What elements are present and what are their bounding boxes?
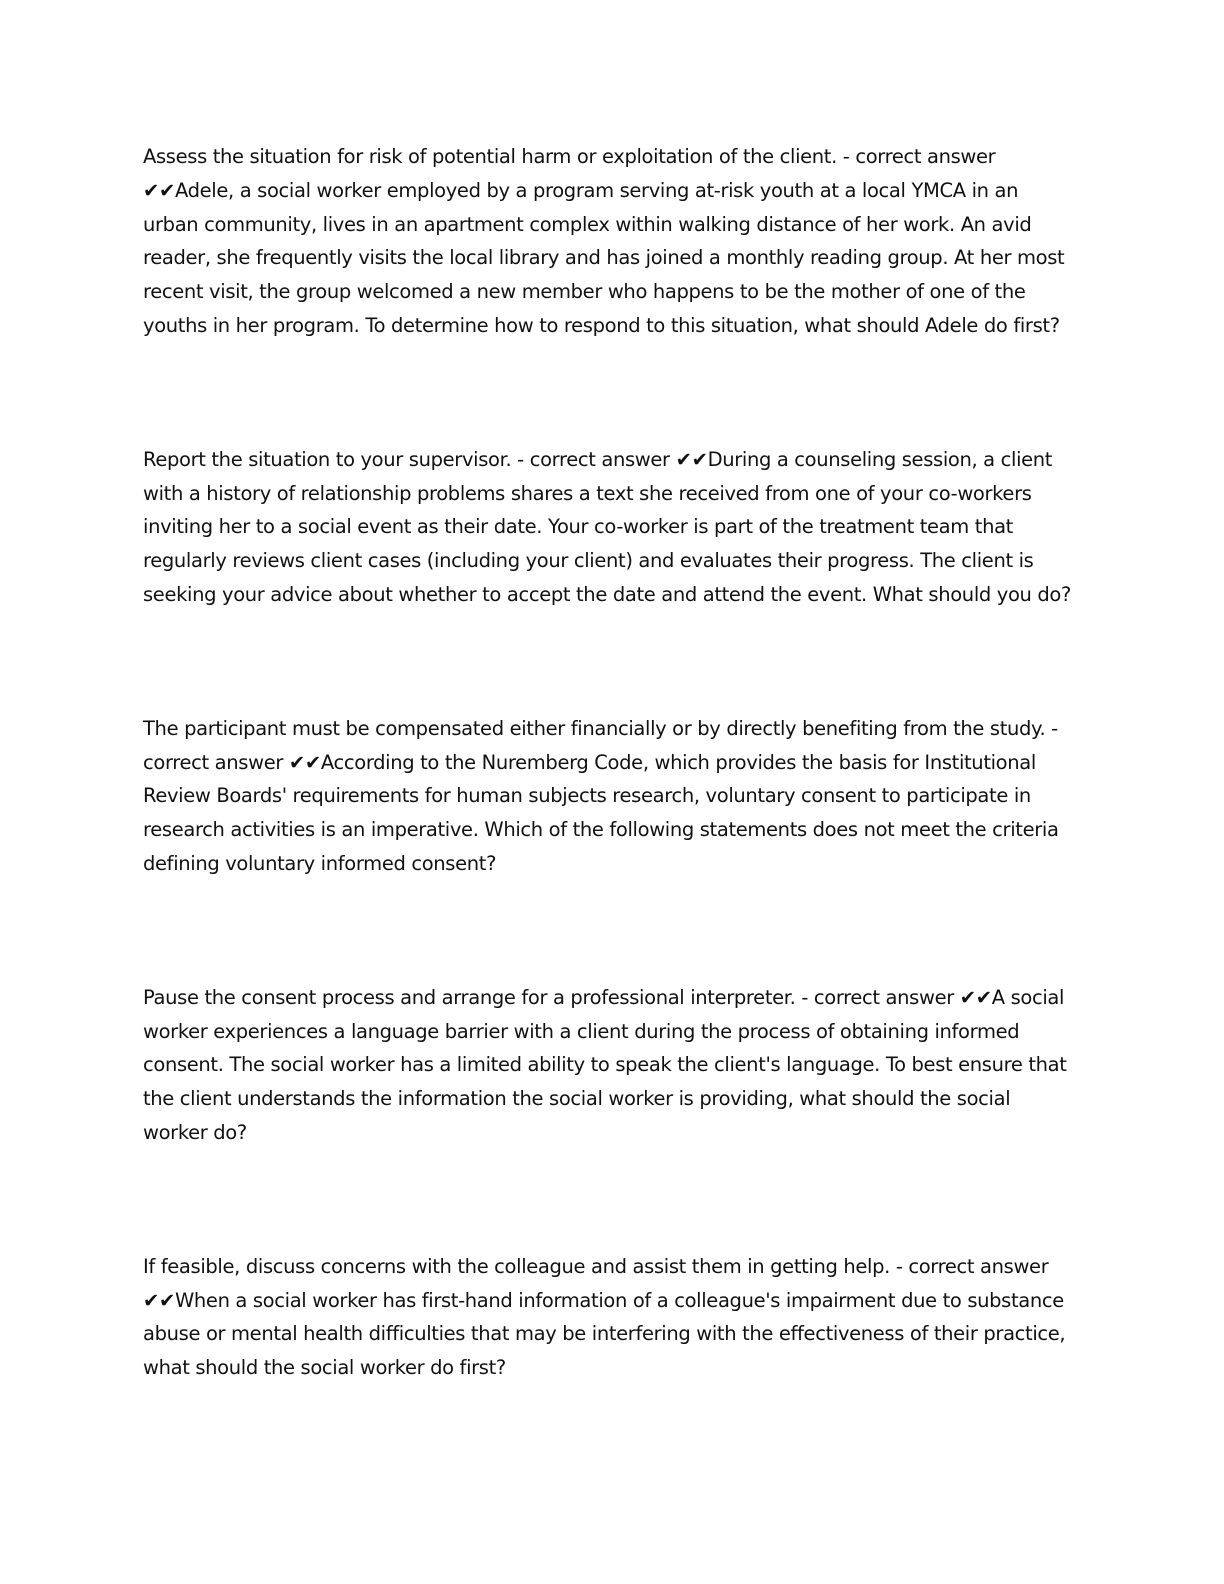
check-icon: ✔✔	[143, 178, 175, 202]
answer-separator: - correct answer	[143, 716, 1058, 774]
check-icon: ✔✔	[143, 1288, 175, 1312]
check-icon: ✔✔	[675, 447, 708, 471]
question-text: According to the Nuremberg Code, which provides the basis for Institutional Review Boards' requirements for human subjects research, voluntary consent to participate in research activities is an imperative. Which of the following statements does not meet the criteria defining voluntary informed consent?	[143, 750, 1059, 875]
question-text: During a counseling session, a client with a history of relationship problems shares a text she received from one of your co-workers inviting her to a social event as their date. Your co-worker is part of the treatment team that regularly reviews client cases (including your client) and evaluates their progress. The client is seeking your advice about whether to accept the date and attend the event. What should you do?	[143, 447, 1071, 606]
answer-text: If feasible, discuss concerns with the colleague and assist them in getting help.	[143, 1254, 890, 1278]
qa-item	[143, 140, 1073, 343]
answer-separator: - correct answer	[795, 985, 960, 1009]
qa-item	[143, 1250, 1073, 1385]
check-icon: ✔✔	[959, 985, 992, 1009]
answer-separator: - correct answer	[511, 447, 676, 471]
question-text: A social worker experiences a language barrier with a client during the process of obtaining informed consent. The social worker has a limited ability to speak the client's language. To best ensure that the client understands the information the social worker is providing, what should the social worker do?	[143, 985, 1067, 1144]
qa-item	[143, 443, 1073, 612]
answer-separator: - correct answer	[836, 145, 996, 168]
question-text: When a social worker has first-hand information of a colleague's impairment due to substance abuse or mental health difficulties that may be interfering with the effectiveness of their practice, what should the social worker do first?	[143, 1288, 1066, 1380]
answer-text: Report the situation to your supervisor.	[143, 447, 512, 471]
qa-item	[143, 981, 1073, 1150]
answer-text: Pause the consent process and arrange for a professional interpreter.	[143, 985, 796, 1009]
answer-separator: - correct answer	[889, 1254, 1049, 1278]
answer-text: Assess the situation for risk of potential harm or exploitation of the client.	[143, 145, 837, 168]
answer-text: The participant must be compensated either financially or by directly benefiting from the study.	[143, 716, 1046, 740]
document-body	[143, 140, 1073, 1385]
question-text: Adele, a social worker employed by a program serving at-risk youth at a local YMCA in an urban community, lives in an apartment complex within walking distance of her work. An avid reader, she frequently visits the local library and has joined a monthly reading group. At her most recent visit, the group welcomed a new member who happens to be the mother of one of the youths in her program. To determine how to respond to this situation, what should Adele do first?	[143, 178, 1065, 337]
check-icon: ✔✔	[288, 750, 321, 774]
qa-item	[143, 712, 1073, 881]
